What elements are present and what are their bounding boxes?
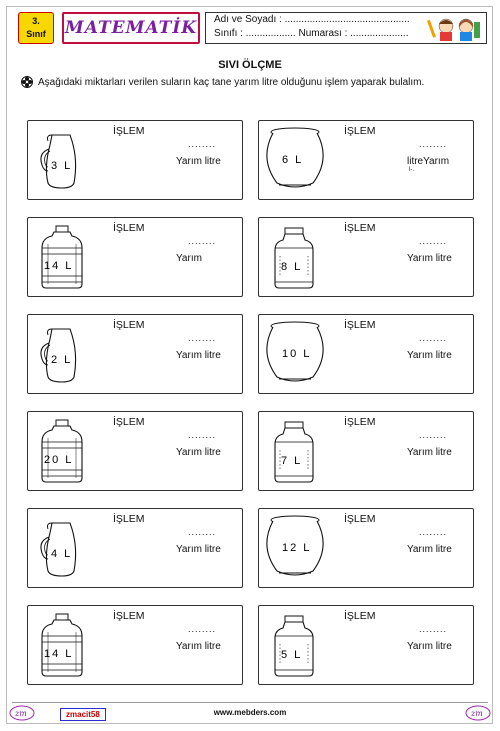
volume-label: 4 L: [51, 548, 73, 560]
round-jar-icon: [263, 319, 327, 385]
operation-label: İŞLEM: [113, 319, 145, 331]
exercise-card: [27, 314, 243, 394]
volume-label: 7 L: [281, 455, 303, 467]
grade-badge: 3. Sınıf: [18, 12, 54, 44]
unit-label: Yarım litre: [176, 350, 221, 361]
exercise-card: [27, 217, 243, 297]
svg-text:zm: zm: [15, 709, 27, 718]
subject-title-box: [62, 12, 200, 44]
volume-label: 20 L: [44, 454, 74, 466]
operation-label: İŞLEM: [344, 610, 376, 622]
water-bottle-icon: [38, 224, 86, 290]
volume-label: 8 L: [281, 261, 303, 273]
volume-label: 12 L: [282, 542, 312, 554]
unit-label: Yarım litre: [176, 641, 221, 652]
answer-blank[interactable]: ........: [188, 236, 217, 246]
jug-icon: [36, 519, 82, 579]
volume-label: 6 L: [282, 154, 304, 166]
volume-label: 5 L: [281, 649, 303, 661]
jar-icon: [273, 614, 315, 678]
exercise-card: [258, 217, 474, 297]
exercise-card: [258, 508, 474, 588]
exercise-card: [27, 605, 243, 685]
jug-icon: [36, 131, 82, 191]
volume-label: 3 L: [51, 160, 73, 172]
class-number-line: Sınıfı : .................. Numarası : .....................: [214, 28, 409, 39]
flower-bullet-icon: [21, 76, 33, 88]
operation-label: İŞLEM: [113, 610, 145, 622]
unit-label: Yarım litre: [407, 544, 452, 555]
answer-blank[interactable]: ........: [188, 527, 217, 537]
exercise-card: [27, 508, 243, 588]
volume-label: 2 L: [51, 354, 73, 366]
instruction-text: Aşağıdaki miktarları verilen suların kaç tane yarım litre olduğunu işlem yaparak bulalım.: [38, 76, 488, 90]
operation-label: İŞLEM: [113, 416, 145, 428]
unit-label: Yarım litre: [176, 544, 221, 555]
answer-blank[interactable]: ........: [419, 236, 448, 246]
footer-divider: [12, 702, 488, 703]
round-jar-icon: [263, 125, 327, 191]
exercise-card: [258, 120, 474, 200]
answer-blank[interactable]: ........: [188, 139, 217, 149]
operation-label: İŞLEM: [344, 125, 376, 137]
jug-icon: [36, 325, 82, 385]
unit-label: litreYarım: [407, 156, 450, 167]
unit-label: Yarım litre: [176, 447, 221, 458]
jar-icon: [273, 226, 315, 290]
unit-label: Yarım litre: [407, 253, 452, 264]
svg-text:zm: zm: [471, 709, 483, 718]
footer-code: zmacit58: [60, 708, 106, 721]
subject-title: MATEMATİK: [64, 18, 198, 38]
exercise-card: [258, 314, 474, 394]
operation-label: İŞLEM: [113, 513, 145, 525]
name-line: Adı ve Soyadı : .............................................: [214, 14, 410, 25]
exercise-card: [27, 120, 243, 200]
answer-blank[interactable]: ........: [188, 333, 217, 343]
volume-label: 14 L: [44, 260, 74, 272]
unit-label-fragment: l-.: [409, 167, 414, 173]
water-bottle-icon: [38, 612, 86, 678]
exercise-card: [258, 605, 474, 685]
answer-blank[interactable]: ........: [419, 624, 448, 634]
answer-blank[interactable]: ........: [419, 333, 448, 343]
answer-blank[interactable]: ........: [188, 430, 217, 440]
student-info-box: [205, 12, 487, 44]
operation-label: İŞLEM: [344, 222, 376, 234]
exercise-card: [258, 411, 474, 491]
footer-url[interactable]: www.mebders.com: [213, 708, 287, 717]
operation-label: İŞLEM: [113, 125, 145, 137]
kids-illustration-icon: [426, 14, 482, 42]
answer-blank[interactable]: ........: [419, 430, 448, 440]
water-bottle-icon: [38, 418, 86, 484]
volume-label: 10 L: [282, 348, 312, 360]
answer-blank[interactable]: ........: [419, 527, 448, 537]
footer-logo-right-icon: [465, 705, 491, 721]
volume-label: 14 L: [44, 648, 74, 660]
unit-label: Yarım litre: [176, 156, 221, 167]
unit-label: Yarım litre: [407, 447, 452, 458]
operation-label: İŞLEM: [344, 416, 376, 428]
jar-icon: [273, 420, 315, 484]
page-heading: SIVI ÖLÇME: [218, 59, 282, 71]
round-jar-icon: [263, 513, 327, 579]
answer-blank[interactable]: ........: [188, 624, 217, 634]
unit-label: Yarım: [176, 253, 202, 264]
answer-blank[interactable]: ........: [419, 139, 448, 149]
operation-label: İŞLEM: [113, 222, 145, 234]
operation-label: İŞLEM: [344, 513, 376, 525]
unit-label: Yarım litre: [407, 350, 452, 361]
unit-label: Yarım litre: [407, 641, 452, 652]
exercise-card: [27, 411, 243, 491]
operation-label: İŞLEM: [344, 319, 376, 331]
